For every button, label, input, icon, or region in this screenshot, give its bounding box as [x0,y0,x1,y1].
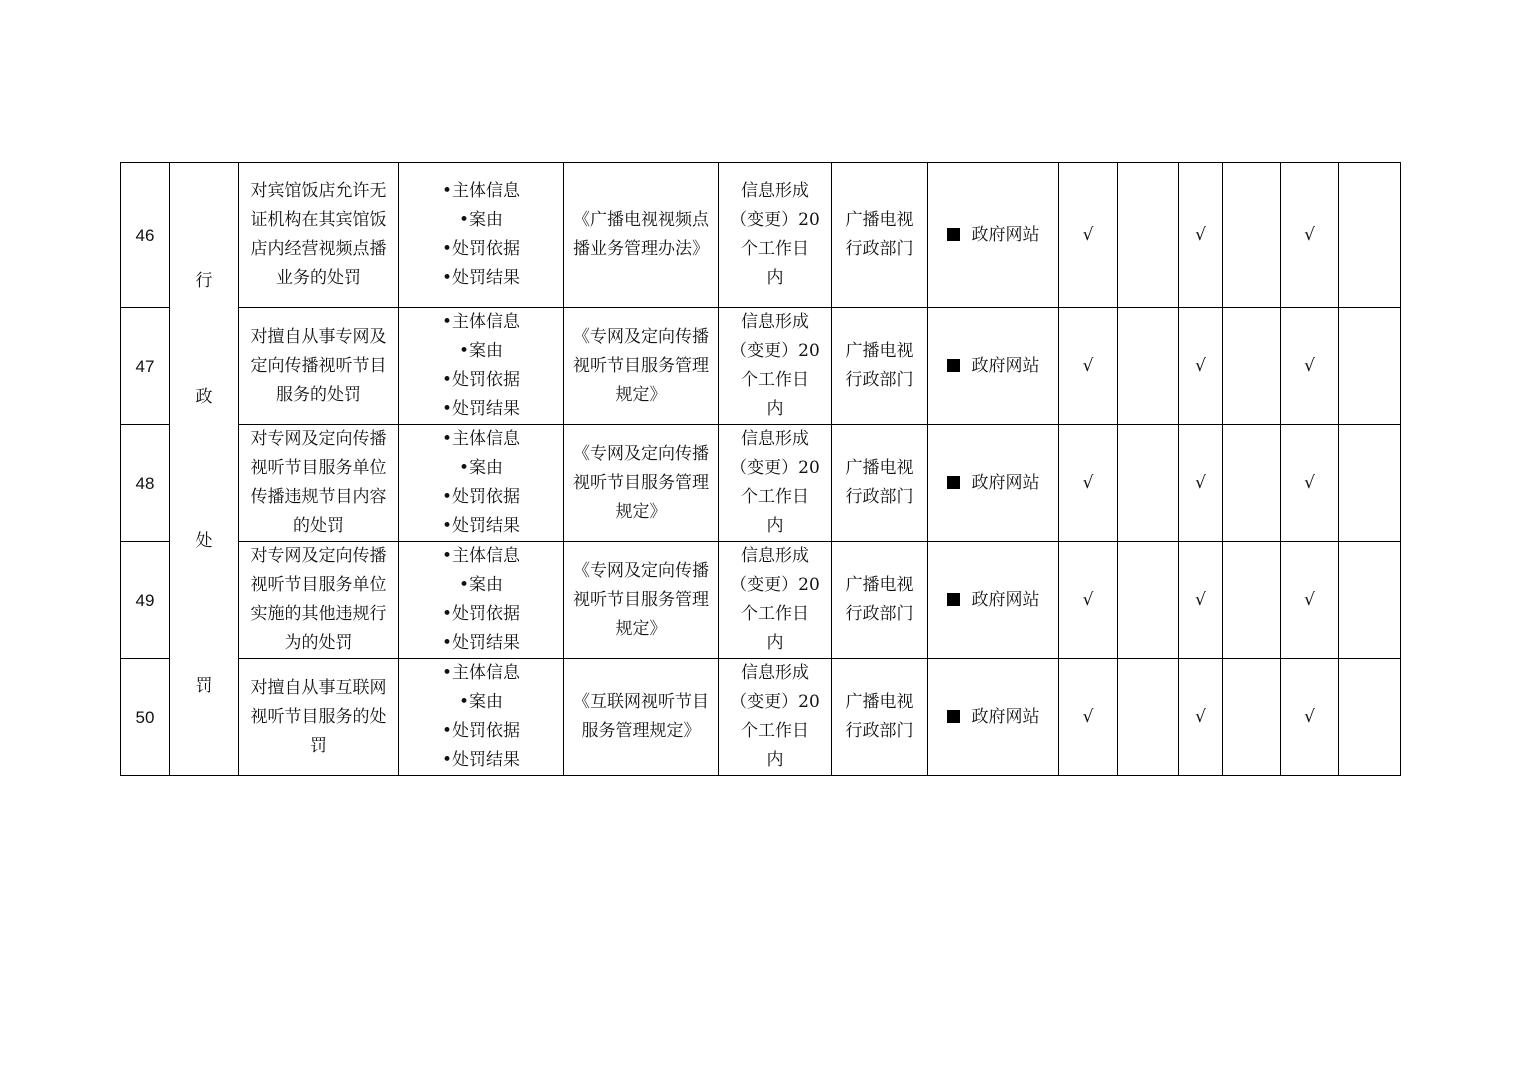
basis-cell [564,308,719,425]
dept-text: 广播电视行政部门 [845,210,914,259]
check-cell: √ [1281,425,1339,542]
basis-cell [564,542,719,659]
item-text: 对擅自从事专网及定向传播视听节目服务的处罚 [250,326,387,405]
item-cell [239,163,399,308]
dept-cell [832,542,928,659]
item-text: 对擅自从事互联网视听节目服务的处罚 [250,677,387,756]
check-cell [1339,163,1401,308]
check-cell: √ [1179,425,1223,542]
time-line: 内 [766,750,784,770]
time-cell [719,308,832,425]
time-line: 内 [766,633,784,653]
table-row [121,308,1401,425]
item-text: 对宾馆饭店允许无证机构在其宾馆饭店内经营视频点播业务的处罚 [250,181,387,288]
time-line: 内 [766,399,784,419]
check-cell: √ [1179,308,1223,425]
info-line: •处罚结果 [441,399,521,419]
square-bullet-icon [947,593,960,606]
info-line: •案由 [458,575,504,595]
info-line: •处罚依据 [441,721,521,741]
channel-text: 政府网站 [971,706,1040,727]
info-line: •案由 [458,341,504,361]
check-cell [1339,425,1401,542]
time-line: （变更）20 [730,210,820,230]
check-cell [1339,659,1401,776]
row-number: 48 [121,425,170,542]
item-text: 对专网及定向传播视听节目服务单位传播违规节目内容的处罚 [250,429,387,536]
category-char: 罚 [195,676,213,696]
basis-text: 《广播电视视频点播业务管理办法》 [573,210,709,259]
check-cell: √ [1179,659,1223,776]
dept-text: 广播电视行政部门 [845,575,914,624]
channel-cell [928,163,1059,308]
basis-cell [564,659,719,776]
square-bullet-icon [947,476,960,489]
item-cell [239,425,399,542]
check-cell [1223,308,1281,425]
item-cell [239,659,399,776]
dept-text: 广播电视行政部门 [845,458,914,507]
channel-cell [928,308,1059,425]
time-line: （变更）20 [730,458,820,478]
info-line: •主体信息 [441,663,521,683]
time-cell [719,425,832,542]
check-cell: √ [1059,542,1118,659]
time-line: 信息形成 [741,546,809,566]
info-line: •主体信息 [441,546,521,566]
dept-cell [832,308,928,425]
info-line: •处罚结果 [441,750,521,770]
info-line: •处罚结果 [441,516,521,536]
info-line: •处罚依据 [441,487,521,507]
time-line: 个工作日 [741,487,809,507]
check-cell [1223,425,1281,542]
time-line: （变更）20 [730,692,820,712]
check-cell [1118,542,1179,659]
item-cell [239,542,399,659]
info-cell [399,425,564,542]
info-line: •主体信息 [441,312,521,332]
dept-text: 广播电视行政部门 [845,341,914,390]
info-cell [399,542,564,659]
time-line: 个工作日 [741,604,809,624]
basis-cell [564,163,719,308]
info-line: •案由 [458,692,504,712]
table-row [121,163,1401,308]
time-line: 信息形成 [741,429,809,449]
info-line: •处罚依据 [441,604,521,624]
info-line: •处罚结果 [441,268,521,288]
info-line: •主体信息 [441,429,521,449]
category-char: 行 [195,271,213,291]
check-cell [1118,163,1179,308]
check-cell [1223,659,1281,776]
time-line: 内 [766,268,784,288]
check-cell [1118,308,1179,425]
check-cell: √ [1179,542,1223,659]
channel-text: 政府网站 [971,355,1040,376]
table-row [121,425,1401,542]
item-cell [239,308,399,425]
check-cell: √ [1059,425,1118,542]
category-cell [170,163,239,776]
disclosure-table [120,162,1401,776]
check-cell: √ [1281,308,1339,425]
info-line: •处罚结果 [441,633,521,653]
square-bullet-icon [947,359,960,372]
channel-text: 政府网站 [971,224,1040,245]
row-number: 47 [121,308,170,425]
check-cell: √ [1059,659,1118,776]
info-line: •处罚依据 [441,239,521,259]
channel-cell [928,542,1059,659]
check-cell: √ [1281,659,1339,776]
time-line: 个工作日 [741,721,809,741]
dept-cell [832,425,928,542]
category-char: 处 [195,531,213,551]
basis-text: 《专网及定向传播视听节目服务管理规定》 [573,326,709,405]
check-cell [1339,308,1401,425]
channel-text: 政府网站 [971,472,1040,493]
check-cell: √ [1281,542,1339,659]
channel-cell [928,659,1059,776]
info-line: •案由 [458,210,504,230]
info-line: •案由 [458,458,504,478]
check-cell: √ [1281,163,1339,308]
square-bullet-icon [947,228,960,241]
time-line: （变更）20 [730,341,820,361]
check-cell: √ [1059,163,1118,308]
check-cell [1223,163,1281,308]
info-cell [399,308,564,425]
time-line: 个工作日 [741,239,809,259]
dept-cell [832,659,928,776]
channel-text: 政府网站 [971,589,1040,610]
info-cell [399,163,564,308]
row-number: 46 [121,163,170,308]
category-char: 政 [195,387,213,407]
check-cell [1118,425,1179,542]
info-cell [399,659,564,776]
check-cell: √ [1059,308,1118,425]
basis-cell [564,425,719,542]
time-cell [719,542,832,659]
basis-text: 《互联网视听节目服务管理规定》 [573,692,709,741]
basis-text: 《专网及定向传播视听节目服务管理规定》 [573,443,709,522]
time-line: 个工作日 [741,370,809,390]
time-cell [719,659,832,776]
check-cell [1118,659,1179,776]
square-bullet-icon [947,710,960,723]
dept-text: 广播电视行政部门 [845,692,914,741]
row-number: 50 [121,659,170,776]
check-cell: √ [1179,163,1223,308]
time-cell [719,163,832,308]
time-line: 信息形成 [741,312,809,332]
item-text: 对专网及定向传播视听节目服务单位实施的其他违规行为的处罚 [250,546,387,653]
info-line: •处罚依据 [441,370,521,390]
time-line: （变更）20 [730,575,820,595]
time-line: 内 [766,516,784,536]
table-row [121,542,1401,659]
time-line: 信息形成 [741,663,809,683]
row-number: 49 [121,542,170,659]
channel-cell [928,425,1059,542]
table-row [121,659,1401,776]
time-line: 信息形成 [741,181,809,201]
check-cell [1339,542,1401,659]
check-cell [1223,542,1281,659]
basis-text: 《专网及定向传播视听节目服务管理规定》 [573,560,709,639]
dept-cell [832,163,928,308]
info-line: •主体信息 [441,181,521,201]
